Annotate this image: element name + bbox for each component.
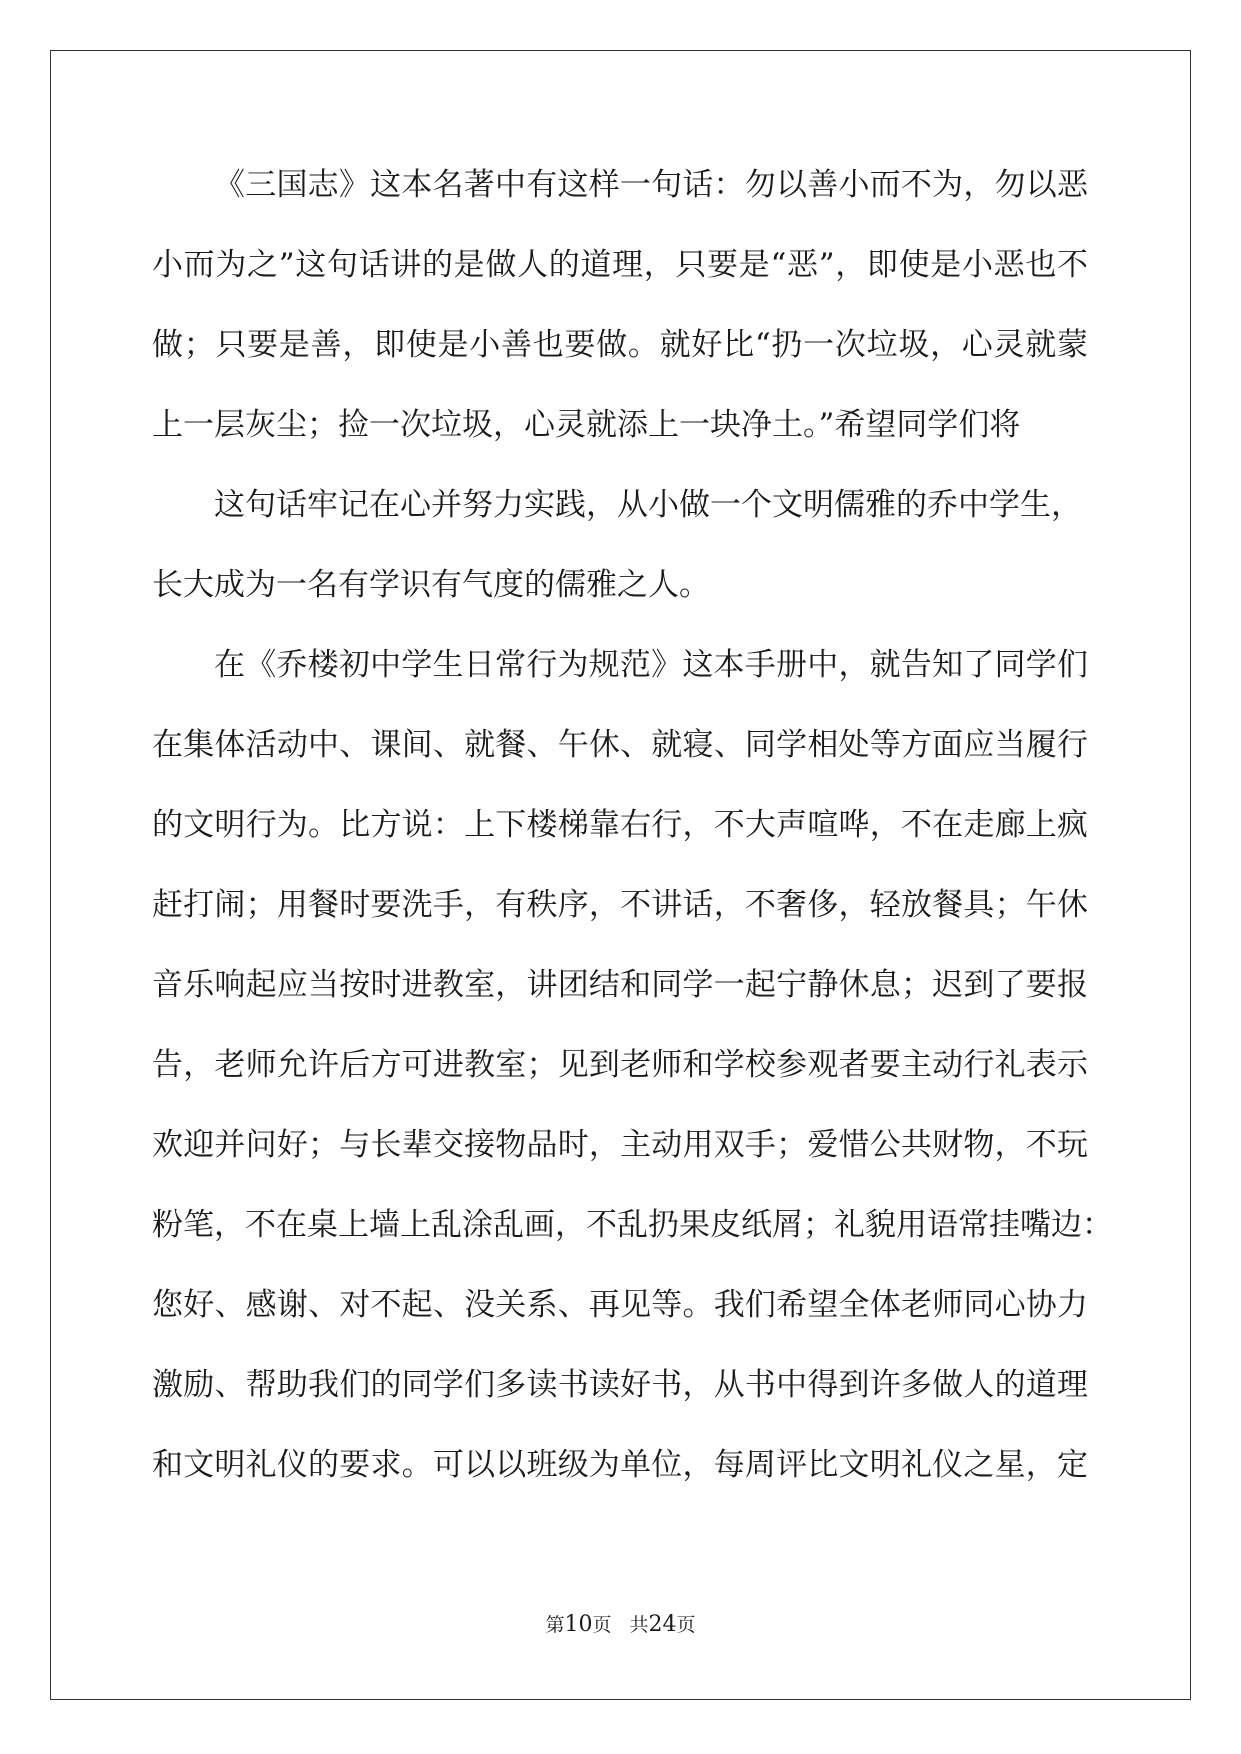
footer-page-total: 24: [648, 1612, 677, 1637]
footer-page-current: 10: [564, 1612, 593, 1637]
text-line: 欢迎并问好；与长辈交接物品时，主动用双手；爱惜公共财物，不玩: [152, 1127, 1088, 1163]
document-body: [152, 160, 1113, 1520]
text-line: 这句话牢记在心并努力实践，从小做一个文明儒雅的乔中学生，: [214, 487, 1082, 523]
text-line: 小而为之”这句话讲的是做人的道理，只要是“恶”，即使是小恶也不: [152, 247, 1088, 283]
text-line: 和文明礼仪的要求。可以以班级为单位，每周评比文明礼仪之星，定: [152, 1447, 1088, 1483]
text-line: 《三国志》这本名著中有这样一句话：勿以善小而不为，勿以恶: [214, 167, 1088, 203]
footer-page-prefix: 第: [545, 1614, 565, 1636]
text-line: 您好、感谢、对不起、没关系、再见等。我们希望全体老师同心协力: [152, 1287, 1088, 1323]
text-line: 粉笔，不在桌上墙上乱涂乱画，不乱扔果皮纸屑；礼貌用语常挂嘴边：: [152, 1207, 1113, 1243]
text-line: 音乐响起应当按时进教室，讲团结和同学一起宁静休息；迟到了要报: [152, 967, 1088, 1003]
text-line: 做；只要是善，即使是小善也要做。就好比“扔一次垃圾，心灵就蒙: [152, 327, 1088, 363]
text-line: 长大成为一名有学识有气度的儒雅之人。: [152, 567, 710, 603]
text-line: 的文明行为。比方说：上下楼梯靠右行，不大声喧哗，不在走廊上疯: [152, 807, 1088, 843]
footer-total-prefix: 共: [629, 1614, 649, 1636]
text-line: 激励、帮助我们的同学们多读书读好书，从书中得到许多做人的道理: [152, 1367, 1088, 1403]
footer-page-mid: 页: [592, 1614, 612, 1636]
text-line: 赶打闹；用餐时要洗手，有秩序，不讲话，不奢侈，轻放餐具；午休: [152, 887, 1088, 923]
text-line: 在集体活动中、课间、就餐、午休、就寝、同学相处等方面应当履行: [152, 727, 1088, 763]
text-line: 上一层灰尘；捡一次垃圾，心灵就添上一块净土。”希望同学们将: [152, 407, 1021, 443]
text-line: 在《乔楼初中学生日常行为规范》这本手册中，就告知了同学们: [214, 647, 1088, 683]
footer-total-suffix: 页: [676, 1614, 696, 1636]
page-footer: [0, 1610, 1241, 1637]
text-line: 告，老师允许后方可进教室；见到老师和学校参观者要主动行礼表示: [152, 1047, 1088, 1083]
